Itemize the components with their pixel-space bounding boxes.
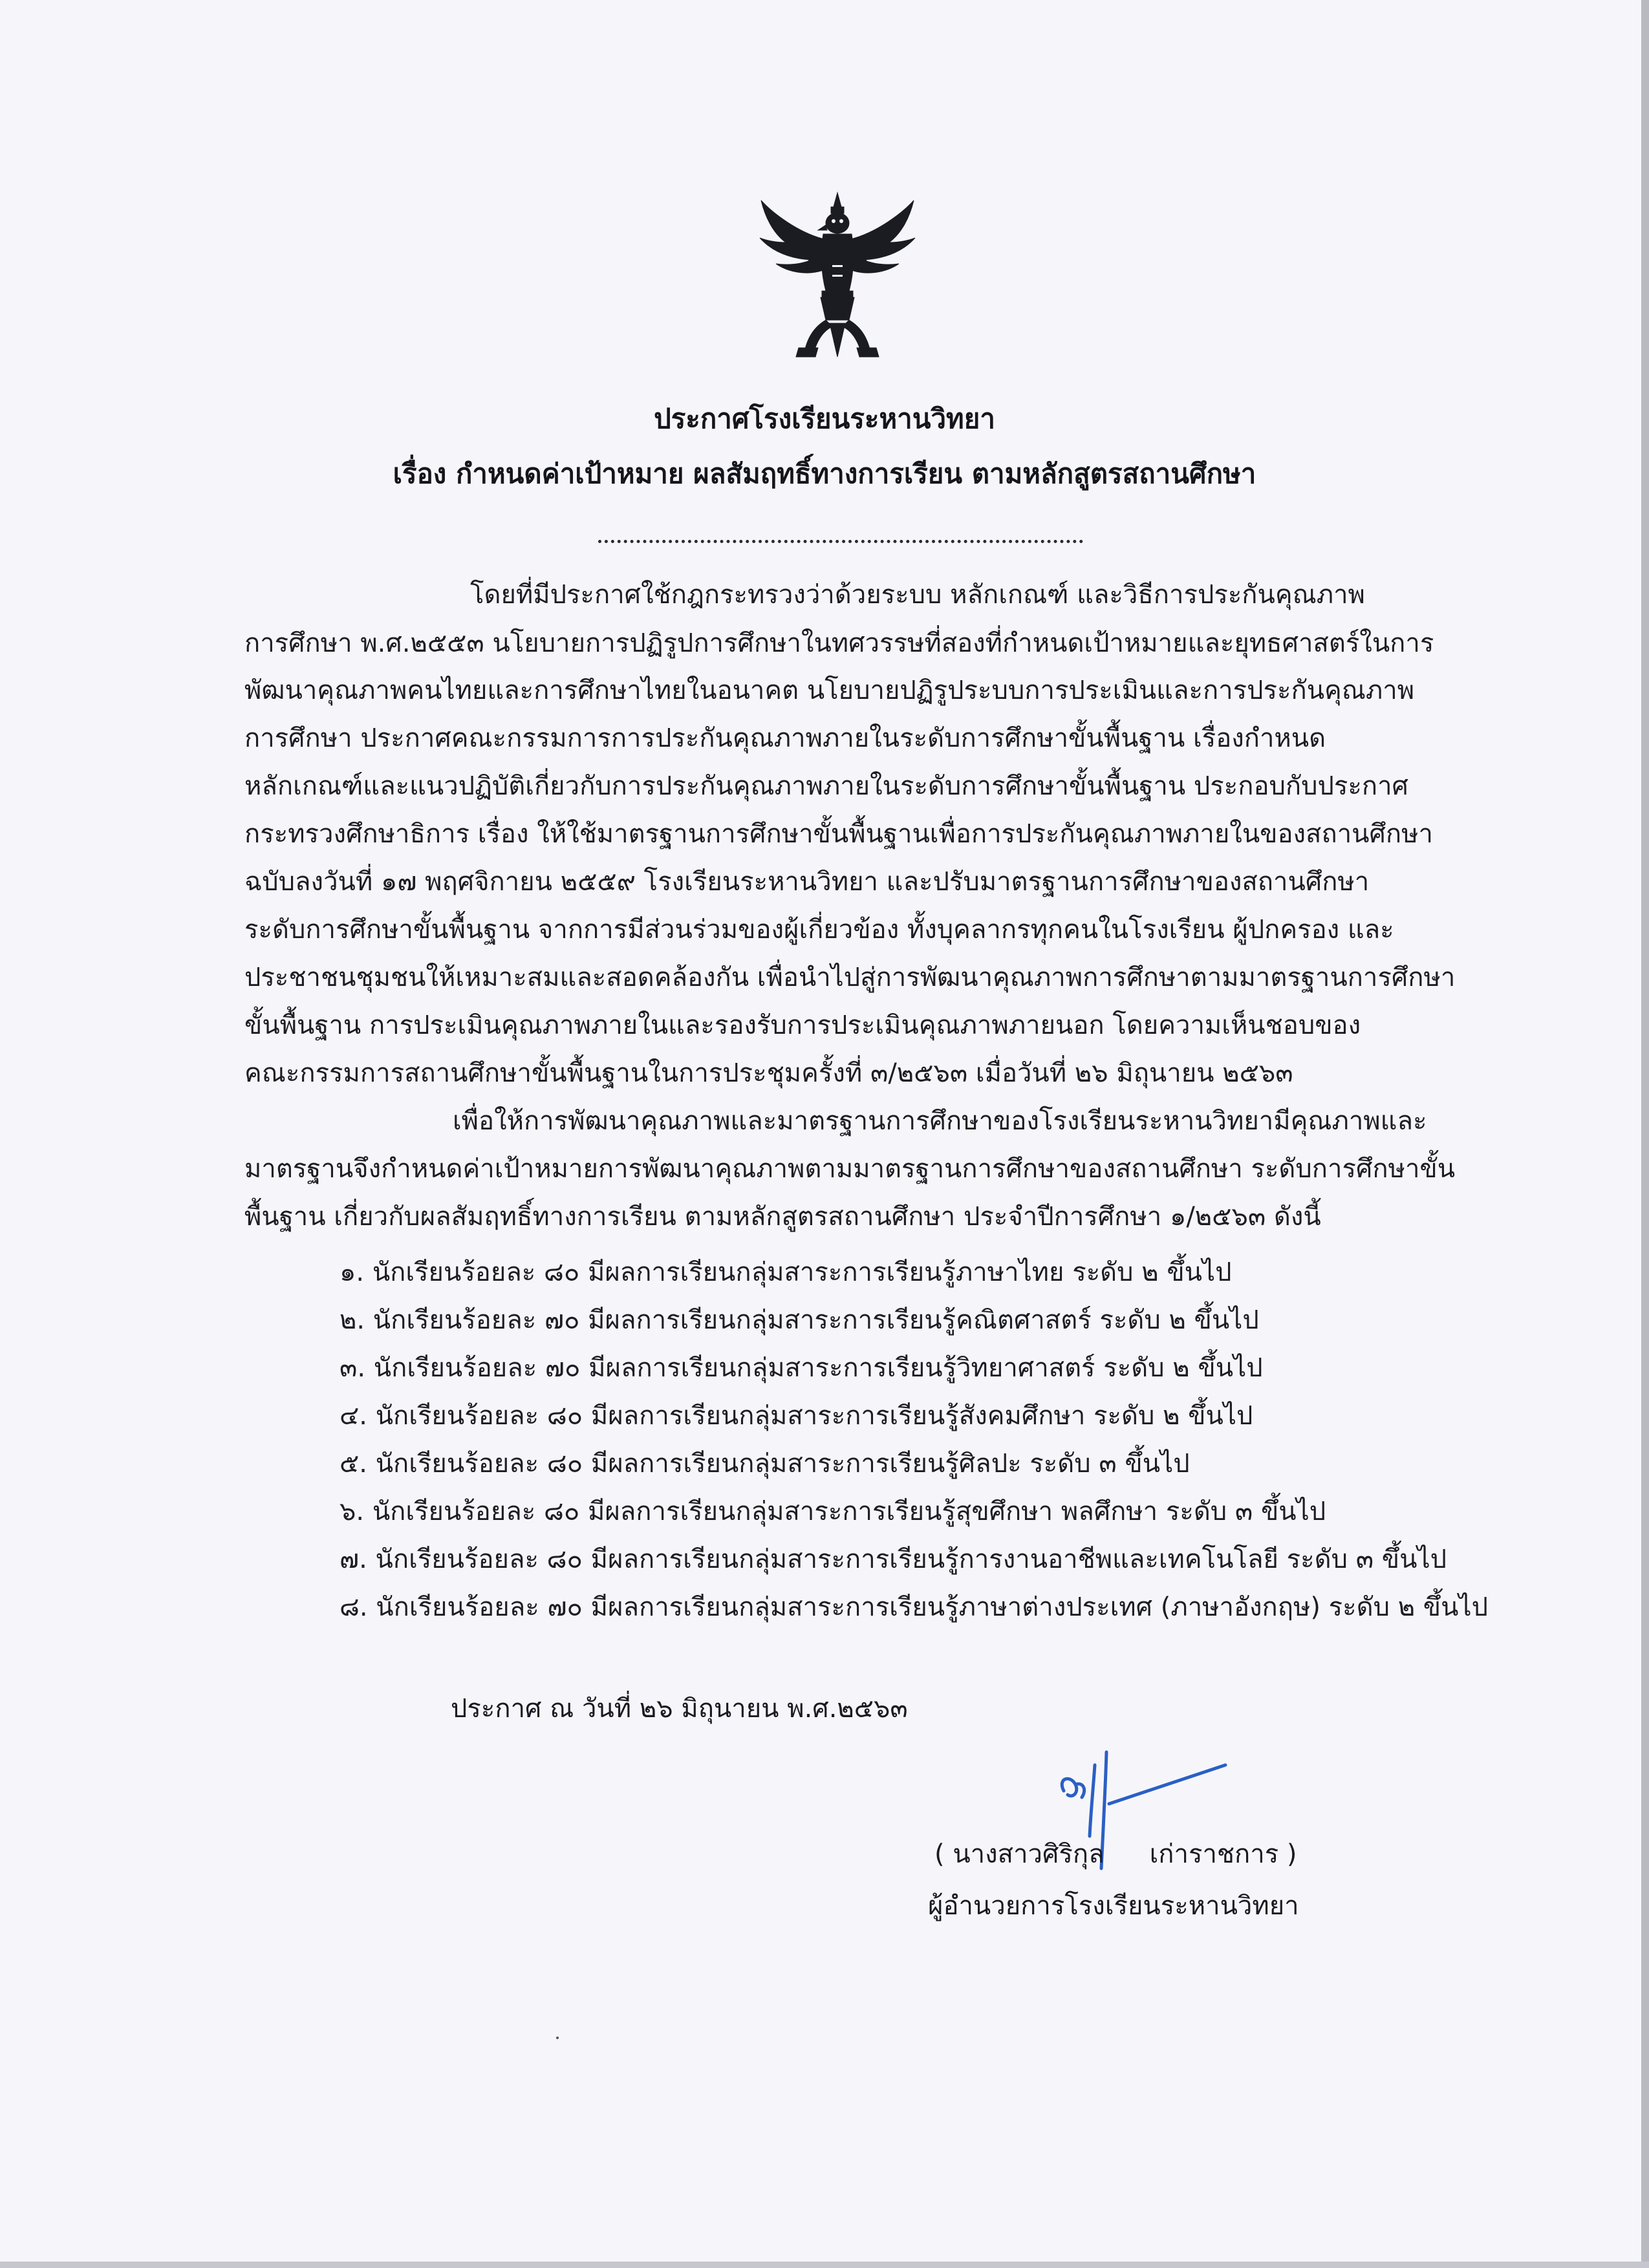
garuda-emblem-icon xyxy=(753,187,921,362)
paragraph1-line-9: ประชาชนชุมชนให้เหมาะสมและสอดคล้องกัน เพื่อนำไปสู่การพัฒนาคุณภาพการศึกษาตามมาตรฐานการศึกษา xyxy=(244,963,1456,992)
paragraph1-line-5: หลักเกณฑ์และแนวปฏิบัติเกี่ยวกับการประกันคุณภาพภายในระดับการศึกษาขั้นพื้นฐาน ประกอบกับประกาศ xyxy=(244,771,1408,801)
paragraph2-line-1: เพื่อให้การพัฒนาคุณภาพและมาตรฐานการศึกษาของโรงเรียนระหานวิทยามีคุณภาพและ xyxy=(453,1106,1427,1136)
signer-name-open: ( นางสาวศิริกุล xyxy=(934,1839,1105,1869)
target-item: ๔. นักเรียนร้อยละ ๘๐ มีผลการเรียนกลุ่มสาระการเรียนรู้สังคมศึกษา ระดับ ๒ ขึ้นไป xyxy=(339,1401,1253,1431)
target-item: ๘. นักเรียนร้อยละ ๗๐ มีผลการเรียนกลุ่มสาระการเรียนรู้ภาษาต่างประเทศ (ภาษาอังกฤษ) ระดับ ๒ ขึ้นไป xyxy=(339,1592,1488,1622)
announcement-title: ประกาศโรงเรียนระหานวิทยา xyxy=(654,403,995,434)
target-item: ๓. นักเรียนร้อยละ ๗๐ มีผลการเรียนกลุ่มสาระการเรียนรู้วิทยาศาสตร์ ระดับ ๒ ขึ้นไป xyxy=(339,1353,1263,1383)
target-item: ๑. นักเรียนร้อยละ ๘๐ มีผลการเรียนกลุ่มสาระการเรียนรู้ภาษาไทย ระดับ ๒ ขึ้นไป xyxy=(339,1257,1232,1287)
announcement-date: ประกาศ ณ วันที่ ๒๖ มิถุนายน พ.ศ.๒๕๖๓ xyxy=(451,1694,908,1724)
paragraph1-line-7: ฉบับลงวันที่ ๑๗ พฤศจิกายน ๒๕๕๙ โรงเรียนระหานวิทยา และปรับมาตรฐานการศึกษาของสถานศึกษา xyxy=(244,867,1370,897)
target-item: ๖. นักเรียนร้อยละ ๘๐ มีผลการเรียนกลุ่มสาระการเรียนรู้สุขศึกษา พลศึกษา ระดับ ๓ ขึ้นไป xyxy=(339,1497,1326,1526)
target-item: ๕. นักเรียนร้อยละ ๘๐ มีผลการเรียนกลุ่มสาระการเรียนรู้ศิลปะ ระดับ ๓ ขึ้นไป xyxy=(339,1449,1190,1479)
paragraph2-line-3: พื้นฐาน เกี่ยวกับผลสัมฤทธิ์ทางการเรียน ตามหลักสูตรสถานศึกษา ประจำปีการศึกษา ๑/๒๕๖๓ ดังนี้ xyxy=(244,1202,1321,1232)
dotted-divider xyxy=(598,540,1083,543)
scan-speck xyxy=(556,2037,559,2039)
paragraph1-line-10: ขั้นพื้นฐาน การประเมินคุณภาพภายในและรองรับการประเมินคุณภาพภายนอก โดยความเห็นชอบของ xyxy=(244,1011,1361,1040)
paragraph1-line-2: การศึกษา พ.ศ.๒๕๕๓ นโยบายการปฏิรูปการศึกษาในทศวรรษที่สองที่กำหนดเป้าหมายและยุทธศาสตร์ในการ xyxy=(244,628,1434,658)
paragraph1-line-4: การศึกษา ประกาศคณะกรรมการการประกันคุณภาพภายในระดับการศึกษาขั้นพื้นฐาน เรื่องกำหนด xyxy=(244,723,1326,753)
announcement-subject: เรื่อง กำหนดค่าเป้าหมาย ผลสัมฤทธิ์ทางการเรียน ตามหลักสูตรสถานศึกษา xyxy=(393,458,1256,489)
paragraph1-line-6: กระทรวงศึกษาธิการ เรื่อง ให้ใช้มาตรฐานการศึกษาขั้นพื้นฐานเพื่อการประกันคุณภาพภายในของสถานศึกษา xyxy=(244,819,1433,849)
paragraph1-line-3: พัฒนาคุณภาพคนไทยและการศึกษาไทยในอนาคต นโยบายปฏิรูประบบการประเมินและการประกันคุณภาพ xyxy=(244,676,1415,705)
signer-position: ผู้อำนวยการโรงเรียนระหานวิทยา xyxy=(928,1891,1299,1921)
scan-edge-right xyxy=(1641,0,1649,2268)
scan-edge-bottom xyxy=(0,2262,1649,2268)
signer-name xyxy=(934,1833,1297,1874)
paragraph1-line-8: ระดับการศึกษาขั้นพื้นฐาน จากการมีส่วนร่วมของผู้เกี่ยวข้อง ทั้งบุคลากรทุกคนในโรงเรียน ผู้ปกครอง และ xyxy=(244,915,1394,945)
signer-name-close: เก่าราชการ ) xyxy=(1149,1839,1297,1869)
paragraph1-line-1: โดยที่มีประกาศใช้กฎกระทรวงว่าด้วยระบบ หลักเกณฑ์ และวิธีการประกันคุณภาพ xyxy=(470,580,1365,610)
paragraph2-line-2: มาตรฐานจึงกำหนดค่าเป้าหมายการพัฒนาคุณภาพตามมาตรฐานการศึกษาของสถานศึกษา ระดับการศึกษาขั้น xyxy=(244,1154,1456,1184)
paragraph1-line-11: คณะกรรมการสถานศึกษาขั้นพื้นฐานในการประชุมครั้งที่ ๓/๒๕๖๓ เมื่อวันที่ ๒๖ มิถุนายน ๒๕๖๓ xyxy=(244,1058,1293,1088)
target-item: ๒. นักเรียนร้อยละ ๗๐ มีผลการเรียนกลุ่มสาระการเรียนรู้คณิตศาสตร์ ระดับ ๒ ขึ้นไป xyxy=(339,1305,1259,1335)
target-item: ๗. นักเรียนร้อยละ ๘๐ มีผลการเรียนกลุ่มสาระการเรียนรู้การงานอาชีพและเทคโนโลยี ระดับ ๓ ขึ้นไป xyxy=(339,1545,1447,1574)
